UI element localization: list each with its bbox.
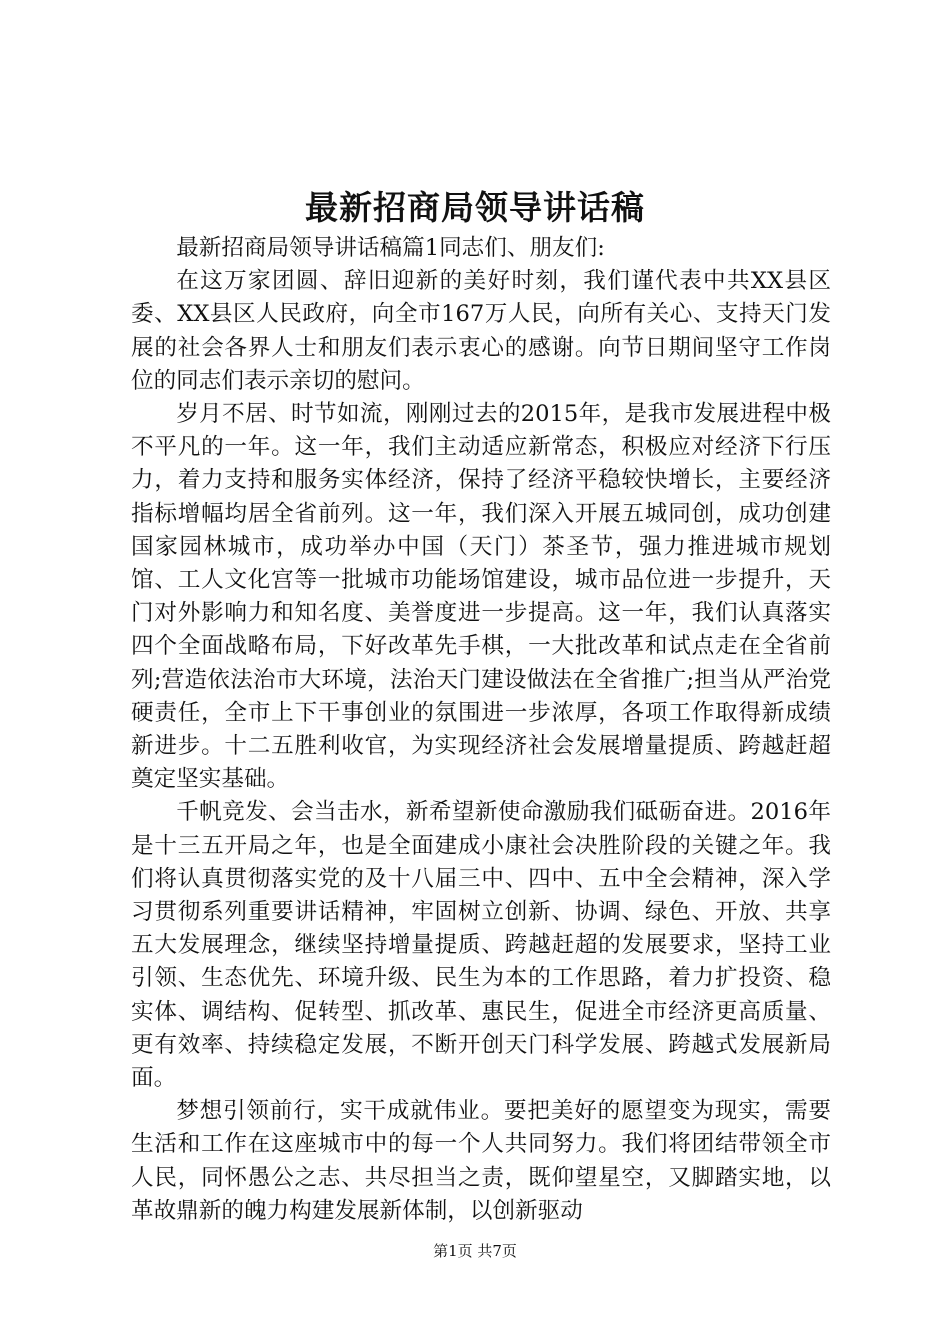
- paragraph: 岁月不居、时节如流，刚刚过去的2015年，是我市发展进程中极不平凡的一年。这一年，我们主动适应新常态，积极应对经济下行压力，着力支持和服务实体经济，保持了经济平稳较快增长，主要经济指标增幅均居全省前列。这一年，我们深入开展五城同创，成功创建国家园林城市，成功举办中国（天门）茶圣节，强力推进城市规划馆、工人文化宫等一批城市功能场馆建设，城市品位进一步提升，天门对外影响力和知名度、美誉度进一步提高。这一年，我们认真落实四个全面战略布局，下好改革先手棋，一大批改革和试点走在全省前列;营造依法治市大环境，法治天门建设做法在全省推广;担当从严治党硬责任，全市上下干事创业的氛围进一步浓厚，各项工作取得新成绩新进步。十二五胜利收官，为实现经济社会发展增量提质、跨越赶超奠定坚实基础。: [131, 401, 831, 793]
- page-number-footer: 第1页 共7页: [433, 1242, 517, 1260]
- document-title: 最新招商局领导讲话稿: [305, 188, 645, 227]
- paragraph: 最新招商局领导讲话稿篇1同志们、朋友们:: [176, 235, 605, 261]
- paragraph: 千帆竞发、会当击水，新希望新使命激励我们砥砺奋进。2016年是十三五开局之年，也是全面建成小康社会决胜阶段的关键之年。我们将认真贯彻落实党的及十八届三中、四中、五中全会精神，深入学习贯彻系列重要讲话精神，牢固树立创新、协调、绿色、开放、共享五大发展理念，继续坚持增量提质、跨越赶超的发展要求，坚持工业引领、生态优先、环境升级、民生为本的工作思路，着力扩投资、稳实体、调结构、促转型、抓改革、惠民生，促进全市经济更高质量、更有效率、持续稳定发展，不断开创天门科学发展、跨越式发展新局面。: [131, 799, 831, 1092]
- document-body: [131, 232, 831, 1228]
- paragraph: 梦想引领前行，实干成就伟业。要把美好的愿望变为现实，需要生活和工作在这座城市中的每一个人共同努力。我们将团结带领全市人民，同怀愚公之志、共尽担当之责，既仰望星空，又脚踏实地，以革故鼎新的魄力构建发展新体制，以创新驱动: [131, 1098, 831, 1224]
- paragraph: 在这万家团圆、辞旧迎新的美好时刻，我们谨代表中共XX县区委、XX县区人民政府，向全市167万人民，向所有关心、支持天门发展的社会各界人士和朋友们表示衷心的感谢。向节日期间坚守工作岗位的同志们表示亲切的慰问。: [131, 268, 831, 394]
